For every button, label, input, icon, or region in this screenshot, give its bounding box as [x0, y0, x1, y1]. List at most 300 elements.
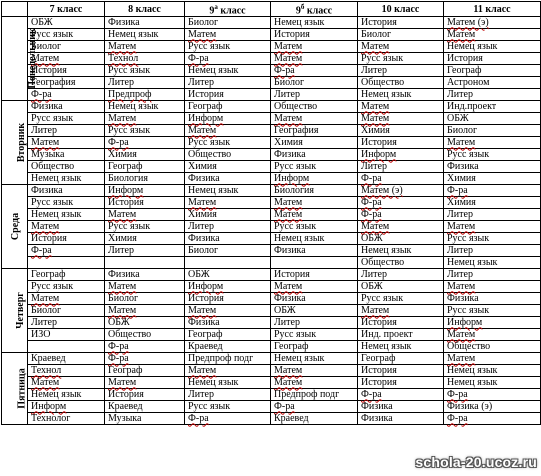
lesson-name: Русс язык — [447, 233, 490, 245]
lesson-cell — [358, 149, 444, 161]
lesson-name: Физика — [447, 161, 479, 173]
lesson-cell — [271, 29, 358, 41]
lesson-cell — [28, 209, 105, 221]
lesson-name: Биолог — [274, 77, 305, 89]
lesson-name: Ф-ра — [447, 413, 468, 425]
lesson-name: История — [188, 293, 224, 305]
lesson-cell — [444, 353, 541, 365]
lesson-name: Немец язык — [447, 41, 498, 53]
lesson-name: Биолог — [188, 17, 219, 29]
lesson-name: Литер — [447, 209, 473, 221]
lesson-name: Литер — [188, 221, 214, 233]
lesson-cell — [358, 269, 444, 281]
lesson-name: Ф-ра — [447, 185, 468, 197]
lesson-name: Матем — [447, 29, 476, 41]
lesson-cell — [185, 281, 271, 293]
lesson-name: Музыка — [108, 413, 142, 425]
class-header-11: 11 класс — [444, 2, 541, 17]
lesson-cell — [28, 197, 105, 209]
lesson-cell — [28, 149, 105, 161]
lesson-cell — [105, 377, 185, 389]
schedule-row — [2, 281, 541, 293]
lesson-cell — [358, 305, 444, 317]
lesson-name: Географ — [108, 365, 143, 377]
lesson-name: Матем — [361, 305, 390, 317]
lesson-name: Русс язык — [188, 401, 231, 413]
lesson-name: Химия — [361, 125, 390, 137]
day-cell — [2, 185, 28, 269]
lesson-name: Русс язык — [108, 221, 151, 233]
lesson-name: Литер — [31, 317, 57, 329]
lesson-cell — [185, 29, 271, 41]
lesson-cell — [28, 161, 105, 173]
lesson-cell — [271, 221, 358, 233]
day-label: Среда — [10, 213, 22, 241]
schedule-row — [2, 185, 541, 197]
lesson-cell — [444, 101, 541, 113]
lesson-name: Немец язык — [188, 377, 239, 389]
schedule-row — [2, 29, 541, 41]
lesson-cell — [271, 197, 358, 209]
day-label: Понедельник — [26, 28, 38, 90]
lesson-cell — [444, 413, 541, 425]
lesson-cell — [185, 245, 271, 257]
lesson-cell — [185, 233, 271, 245]
lesson-name: Информ — [188, 113, 224, 125]
lesson-name: Общество — [108, 329, 152, 341]
lesson-cell — [185, 353, 271, 365]
lesson-name: Матем — [31, 137, 60, 149]
lesson-name: Матем — [274, 53, 303, 65]
lesson-name: Матем — [108, 281, 137, 293]
lesson-cell — [185, 209, 271, 221]
lesson-cell — [444, 185, 541, 197]
schedule-row — [2, 209, 541, 221]
lesson-cell — [28, 17, 105, 29]
lesson-cell — [105, 209, 185, 221]
lesson-name: Русс язык — [274, 161, 317, 173]
schedule-row — [2, 221, 541, 233]
lesson-cell — [271, 389, 358, 401]
schedule-row — [2, 305, 541, 317]
schedule-row — [2, 389, 541, 401]
lesson-cell — [444, 269, 541, 281]
lesson-cell — [28, 29, 105, 41]
day-cell — [2, 17, 38, 101]
lesson-cell — [358, 293, 444, 305]
lesson-cell — [185, 53, 271, 65]
schedule-row — [2, 161, 541, 173]
schedule-row — [2, 173, 541, 185]
lesson-cell — [28, 293, 105, 305]
lesson-cell — [28, 113, 105, 125]
lesson-name: География — [31, 77, 76, 89]
class-header-9b: $9^б$ класс — [271, 2, 358, 17]
lesson-name: Инд.проект — [447, 101, 497, 113]
lesson-name: История — [361, 317, 397, 329]
lesson-cell — [444, 281, 541, 293]
lesson-name: Биолог — [447, 125, 478, 137]
lesson-cell — [444, 245, 541, 257]
lesson-cell — [105, 89, 185, 101]
schedule-row — [2, 269, 541, 281]
lesson-cell — [185, 161, 271, 173]
lesson-cell — [358, 209, 444, 221]
lesson-name: Матем — [188, 305, 217, 317]
lesson-name: Технол — [108, 53, 139, 65]
lesson-name: Немец язык — [108, 101, 159, 113]
lesson-name: ОБЖ — [274, 305, 296, 317]
lesson-cell — [185, 101, 271, 113]
class-header-8: 8 класс — [105, 2, 185, 17]
lesson-cell — [105, 125, 185, 137]
lesson-name: ИЗО — [31, 329, 51, 341]
lesson-name: Матем — [447, 353, 476, 365]
lesson-cell — [185, 113, 271, 125]
lesson-name: Физика — [188, 233, 220, 245]
lesson-name: Физика — [361, 413, 393, 425]
lesson-cell — [444, 341, 541, 353]
lesson-cell — [185, 173, 271, 185]
schedule-row — [2, 53, 541, 65]
lesson-cell — [185, 125, 271, 137]
class-header-7: 7 класс — [28, 2, 105, 17]
lesson-cell — [271, 413, 358, 425]
lesson-cell — [444, 17, 541, 29]
lesson-name: Русс язык — [188, 137, 231, 149]
lesson-name: Матем — [188, 197, 217, 209]
lesson-name: Информ — [188, 281, 224, 293]
lesson-cell — [105, 221, 185, 233]
lesson-cell — [28, 233, 105, 245]
lesson-cell — [358, 161, 444, 173]
lesson-cell — [185, 197, 271, 209]
lesson-name: Инд. проект — [361, 329, 413, 341]
lesson-cell — [28, 305, 105, 317]
lesson-cell — [105, 113, 185, 125]
lesson-cell — [358, 245, 444, 257]
class-header-9a: $9^а$ класс — [185, 2, 271, 17]
lesson-name: Ф-ра — [108, 341, 129, 353]
lesson-name: Литер — [188, 389, 214, 401]
header-row — [2, 2, 541, 17]
lesson-cell — [271, 77, 358, 89]
lesson-cell — [28, 137, 105, 149]
lesson-cell — [105, 149, 185, 161]
lesson-name: Химия — [447, 173, 476, 185]
lesson-name: Русс язык — [31, 29, 74, 41]
lesson-name: Географ — [447, 65, 482, 77]
lesson-name: Немец язык — [274, 233, 325, 245]
lesson-name: Русс язык — [274, 329, 317, 341]
lesson-cell — [358, 17, 444, 29]
schedule-row — [2, 401, 541, 413]
lesson-name: ОБЖ — [108, 317, 130, 329]
lesson-cell — [358, 257, 444, 269]
lesson-cell — [271, 353, 358, 365]
lesson-name: Матем — [274, 113, 303, 125]
lesson-name: Ф-ра — [274, 401, 295, 413]
lesson-name: ОБЖ — [31, 17, 53, 29]
lesson-cell — [28, 317, 105, 329]
lesson-cell — [105, 365, 185, 377]
lesson-name: Немец язык — [361, 89, 412, 101]
lesson-name: Физика — [108, 269, 140, 281]
schedule-row — [2, 233, 541, 245]
lesson-name: Ф-ра — [361, 389, 382, 401]
lesson-cell — [271, 305, 358, 317]
lesson-cell — [28, 329, 105, 341]
lesson-cell — [105, 257, 185, 269]
lesson-name: Русс язык — [447, 149, 490, 161]
lesson-name: Литер — [447, 245, 473, 257]
lesson-cell — [28, 269, 105, 281]
lesson-name: История — [361, 137, 397, 149]
lesson-name: Матем — [31, 377, 60, 389]
lesson-cell — [105, 29, 185, 41]
lesson-name: Немец язык — [188, 65, 239, 77]
lesson-cell — [444, 89, 541, 101]
lesson-name: Физика (э) — [447, 401, 493, 413]
lesson-name: Информ — [447, 317, 483, 329]
lesson-cell — [185, 389, 271, 401]
lesson-name: Литер — [361, 161, 387, 173]
lesson-name: Матем — [361, 41, 390, 53]
lesson-cell — [444, 173, 541, 185]
lesson-name: Ф-ра — [361, 173, 382, 185]
lesson-cell — [358, 317, 444, 329]
lesson-name: Химия — [108, 233, 137, 245]
lesson-name: Краевед — [188, 341, 223, 353]
lesson-name: Физика — [188, 173, 220, 185]
lesson-name: ОБЖ — [188, 269, 210, 281]
lesson-cell — [105, 17, 185, 29]
lesson-cell — [358, 377, 444, 389]
lesson-name: Матем — [274, 377, 303, 389]
lesson-name: ОБЖ — [447, 113, 469, 125]
lesson-cell — [358, 137, 444, 149]
lesson-name: Матем — [188, 29, 217, 41]
lesson-name: Немец язык — [447, 365, 498, 377]
lesson-cell — [444, 197, 541, 209]
schedule-row — [2, 329, 541, 341]
lesson-cell — [105, 389, 185, 401]
lesson-cell — [28, 377, 105, 389]
lesson-name: Матем — [274, 365, 303, 377]
lesson-name: Матем — [274, 209, 303, 221]
lesson-name: Физика — [274, 245, 306, 257]
lesson-cell — [444, 329, 541, 341]
lesson-name: Ф-ра — [108, 353, 129, 365]
lesson-name: Информ — [31, 401, 67, 413]
schedule-row — [2, 149, 541, 161]
lesson-name: Химия — [188, 209, 217, 221]
lesson-cell — [105, 233, 185, 245]
lesson-name: География — [274, 125, 319, 137]
lesson-name: Общество — [447, 341, 491, 353]
lesson-name: Физика — [31, 101, 63, 113]
lesson-cell — [105, 185, 185, 197]
lesson-cell — [185, 413, 271, 425]
lesson-name: Биология — [108, 173, 149, 185]
lesson-name: История — [188, 89, 224, 101]
lesson-name: Матем — [31, 221, 60, 233]
lesson-name: Предпроф подг — [274, 389, 340, 401]
lesson-name: Русс язык — [108, 65, 151, 77]
lesson-name: История — [447, 53, 483, 65]
lesson-cell — [444, 161, 541, 173]
lesson-name: Русс язык — [274, 221, 317, 233]
lesson-name: Предпроф подг — [188, 353, 254, 365]
lesson-name: Литер — [447, 89, 473, 101]
lesson-cell — [358, 413, 444, 425]
day-label: Пятница — [16, 368, 28, 410]
lesson-name: Матем — [188, 365, 217, 377]
lesson-name: Химия — [274, 137, 303, 149]
lesson-cell — [271, 101, 358, 113]
schedule-row — [2, 17, 541, 29]
lesson-name: Русс язык — [188, 41, 231, 53]
lesson-name: Немец язык — [31, 389, 82, 401]
lesson-cell — [105, 101, 185, 113]
lesson-cell — [358, 221, 444, 233]
lesson-name: История — [274, 29, 310, 41]
lesson-cell — [358, 41, 444, 53]
lesson-name: Биолог — [31, 305, 62, 317]
lesson-cell — [28, 173, 105, 185]
day-label: Вторник — [16, 123, 28, 163]
lesson-cell — [444, 293, 541, 305]
lesson-cell — [28, 281, 105, 293]
lesson-cell — [444, 209, 541, 221]
lesson-name: Ф-ра — [188, 53, 209, 65]
lesson-cell — [358, 113, 444, 125]
lesson-name: Ф-ра — [274, 65, 295, 77]
lesson-name: Физика — [274, 293, 306, 305]
lesson-cell — [28, 245, 105, 257]
lesson-cell — [271, 209, 358, 221]
lesson-cell — [271, 377, 358, 389]
lesson-cell — [185, 65, 271, 77]
lesson-name: Немец язык — [361, 245, 412, 257]
lesson-cell — [185, 317, 271, 329]
lesson-name: Химия — [108, 149, 137, 161]
lesson-cell — [271, 317, 358, 329]
lesson-cell — [358, 29, 444, 41]
lesson-name: Русс язык — [361, 293, 404, 305]
lesson-name: Матем — [108, 113, 137, 125]
lesson-name: Музыка — [31, 149, 65, 161]
lesson-cell — [105, 317, 185, 329]
lesson-cell — [271, 17, 358, 29]
lesson-name: Информ — [274, 173, 310, 185]
lesson-cell — [271, 185, 358, 197]
lesson-cell — [185, 305, 271, 317]
lesson-name: Физика — [188, 317, 220, 329]
lesson-cell — [105, 137, 185, 149]
lesson-cell — [28, 41, 105, 53]
schedule-row — [2, 377, 541, 389]
schedule-row — [2, 197, 541, 209]
lesson-name: Технолог — [31, 413, 71, 425]
lesson-name: Общество — [31, 161, 75, 173]
lesson-cell — [271, 53, 358, 65]
lesson-name: Матем — [31, 53, 60, 65]
lesson-name: Матем — [361, 113, 390, 125]
lesson-name: История — [361, 365, 397, 377]
lesson-name: Матем (э) — [361, 185, 403, 197]
lesson-cell — [358, 185, 444, 197]
schedule-row — [2, 89, 541, 101]
schedule-row — [2, 353, 541, 365]
lesson-cell — [271, 149, 358, 161]
lesson-name: Матем — [108, 41, 137, 53]
lesson-cell — [105, 293, 185, 305]
lesson-name: Общество — [188, 149, 232, 161]
lesson-name: Биолог — [31, 41, 62, 53]
lesson-name: Матем — [274, 197, 303, 209]
day-cell — [2, 101, 28, 185]
day-cell — [2, 353, 28, 425]
lesson-cell — [105, 413, 185, 425]
lesson-cell — [185, 257, 271, 269]
lesson-name: Ф-ра — [188, 413, 209, 425]
lesson-cell — [185, 89, 271, 101]
lesson-cell — [185, 149, 271, 161]
lesson-cell — [185, 329, 271, 341]
lesson-name: Немец язык — [274, 353, 325, 365]
lesson-cell — [444, 137, 541, 149]
lesson-name: Немец язык — [108, 29, 159, 41]
lesson-cell — [28, 389, 105, 401]
lesson-cell — [105, 245, 185, 257]
lesson-name: Ф-ра — [31, 245, 52, 257]
lesson-cell — [105, 281, 185, 293]
lesson-name: Немец язык — [188, 185, 239, 197]
lesson-cell — [105, 305, 185, 317]
lesson-cell — [105, 65, 185, 77]
lesson-name: История — [108, 389, 144, 401]
site-watermark: schola-20.ucoz.ru — [415, 454, 537, 470]
lesson-cell — [444, 125, 541, 137]
lesson-cell — [185, 365, 271, 377]
lesson-name: Биолог — [108, 293, 139, 305]
lesson-name: Литер — [188, 77, 214, 89]
lesson-cell — [444, 305, 541, 317]
lesson-cell — [358, 365, 444, 377]
lesson-cell — [444, 41, 541, 53]
day-header-cell — [2, 2, 28, 17]
lesson-name: Географ — [188, 101, 223, 113]
schedule-row — [2, 77, 541, 89]
lesson-cell — [358, 77, 444, 89]
lesson-cell — [271, 401, 358, 413]
lesson-cell — [271, 269, 358, 281]
lesson-name: Немец язык — [447, 377, 498, 389]
lesson-name: Общество — [274, 101, 318, 113]
lesson-name: Географ — [361, 353, 396, 365]
lesson-name: Матем (э) — [447, 17, 489, 29]
lesson-cell — [444, 257, 541, 269]
lesson-name: Русс язык — [361, 53, 404, 65]
lesson-cell — [444, 53, 541, 65]
schedule-row — [2, 65, 541, 77]
lesson-name: ОБЖ — [361, 233, 383, 245]
lesson-name: Ф-ра — [361, 209, 382, 221]
lesson-name: Немец язык — [31, 209, 82, 221]
lesson-cell — [28, 221, 105, 233]
lesson-name: Краевед — [108, 401, 143, 413]
